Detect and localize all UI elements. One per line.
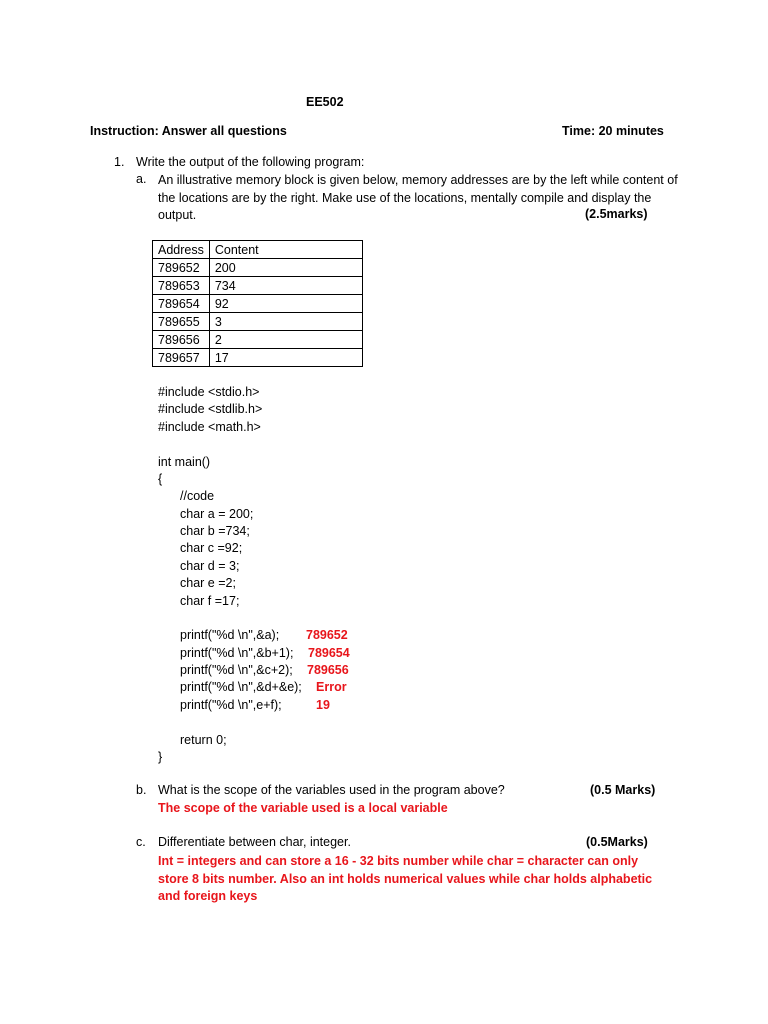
table-row <box>153 259 363 277</box>
address-cell: 789654 <box>153 295 210 313</box>
table-header-row <box>153 241 363 259</box>
code-close-brace: } <box>158 750 163 764</box>
content-cell: 2 <box>209 331 362 349</box>
q1-number: 1. <box>114 155 125 169</box>
qc-text: Differentiate between char, integer. <box>158 835 351 849</box>
code-printf: printf("%d \n",e+f); <box>180 698 282 712</box>
time-text: Time: 20 minutes <box>562 124 664 138</box>
address-cell: 789657 <box>153 349 210 367</box>
qb-letter: b. <box>136 783 147 797</box>
qc-marks: (0.5Marks) <box>586 835 648 849</box>
printf-answer: 789652 <box>306 628 348 642</box>
printf-answer: 789656 <box>307 663 349 677</box>
instruction-text: Instruction: Answer all questions <box>90 124 287 138</box>
q1-text: Write the output of the following program: <box>136 155 365 169</box>
address-cell: 789652 <box>153 259 210 277</box>
code-printf: printf("%d \n",&d+&e); <box>180 680 302 694</box>
code-return: return 0; <box>180 733 227 747</box>
table-row <box>153 313 363 331</box>
course-code: EE502 <box>306 95 344 109</box>
code-printf: printf("%d \n",&b+1); <box>180 646 294 660</box>
printf-answer: Error <box>316 680 347 694</box>
q1a-text: An illustrative memory block is given below, memory addresses are by the left while content of the locations are by the right. Make use of the locations, mentally compile and display the output. <box>158 173 678 222</box>
address-cell: 789656 <box>153 331 210 349</box>
code-include: #include <stdlib.h> <box>158 402 263 416</box>
content-cell: 734 <box>209 277 362 295</box>
code-include: #include <math.h> <box>158 420 261 434</box>
header-address: Address <box>153 241 210 259</box>
q1a-letter: a. <box>136 172 147 186</box>
content-cell: 3 <box>209 313 362 331</box>
table-row <box>153 349 363 367</box>
code-printf: printf("%d \n",&c+2); <box>180 663 293 677</box>
content-cell: 17 <box>209 349 362 367</box>
qb-marks: (0.5 Marks) <box>590 783 656 797</box>
code-decl: char c =92; <box>180 541 243 555</box>
code-decl: char b =734; <box>180 524 250 538</box>
table-row <box>153 295 363 313</box>
table-row <box>153 331 363 349</box>
code-include: #include <stdio.h> <box>158 385 260 399</box>
qc-answer: Int = integers and can store a 16 - 32 bits number while char = character can only store 8 bits number. Also an int holds numerical values while char holds alphabetic and foreign keys <box>158 854 653 903</box>
header-content: Content <box>209 241 362 259</box>
qb-answer: The scope of the variable used is a local variable <box>158 801 448 815</box>
printf-answer: 789654 <box>308 646 350 660</box>
code-decl: char e =2; <box>180 576 236 590</box>
q1a-marks: (2.5marks) <box>585 207 648 221</box>
content-cell: 92 <box>209 295 362 313</box>
code-main: int main() <box>158 455 211 469</box>
code-open-brace: { <box>158 472 163 486</box>
memory-table <box>152 240 363 367</box>
address-cell: 789655 <box>153 313 210 331</box>
qc-letter: c. <box>136 835 146 849</box>
code-decl: char f =17; <box>180 594 240 608</box>
code-comment: //code <box>180 489 215 503</box>
address-cell: 789653 <box>153 277 210 295</box>
code-printf: printf("%d \n",&a); <box>180 628 280 642</box>
printf-answer: 19 <box>316 698 330 712</box>
table-row <box>153 277 363 295</box>
qb-text: What is the scope of the variables used in the program above? <box>158 783 505 797</box>
content-cell: 200 <box>209 259 362 277</box>
code-decl: char d = 3; <box>180 559 240 573</box>
code-decl: char a = 200; <box>180 507 254 521</box>
